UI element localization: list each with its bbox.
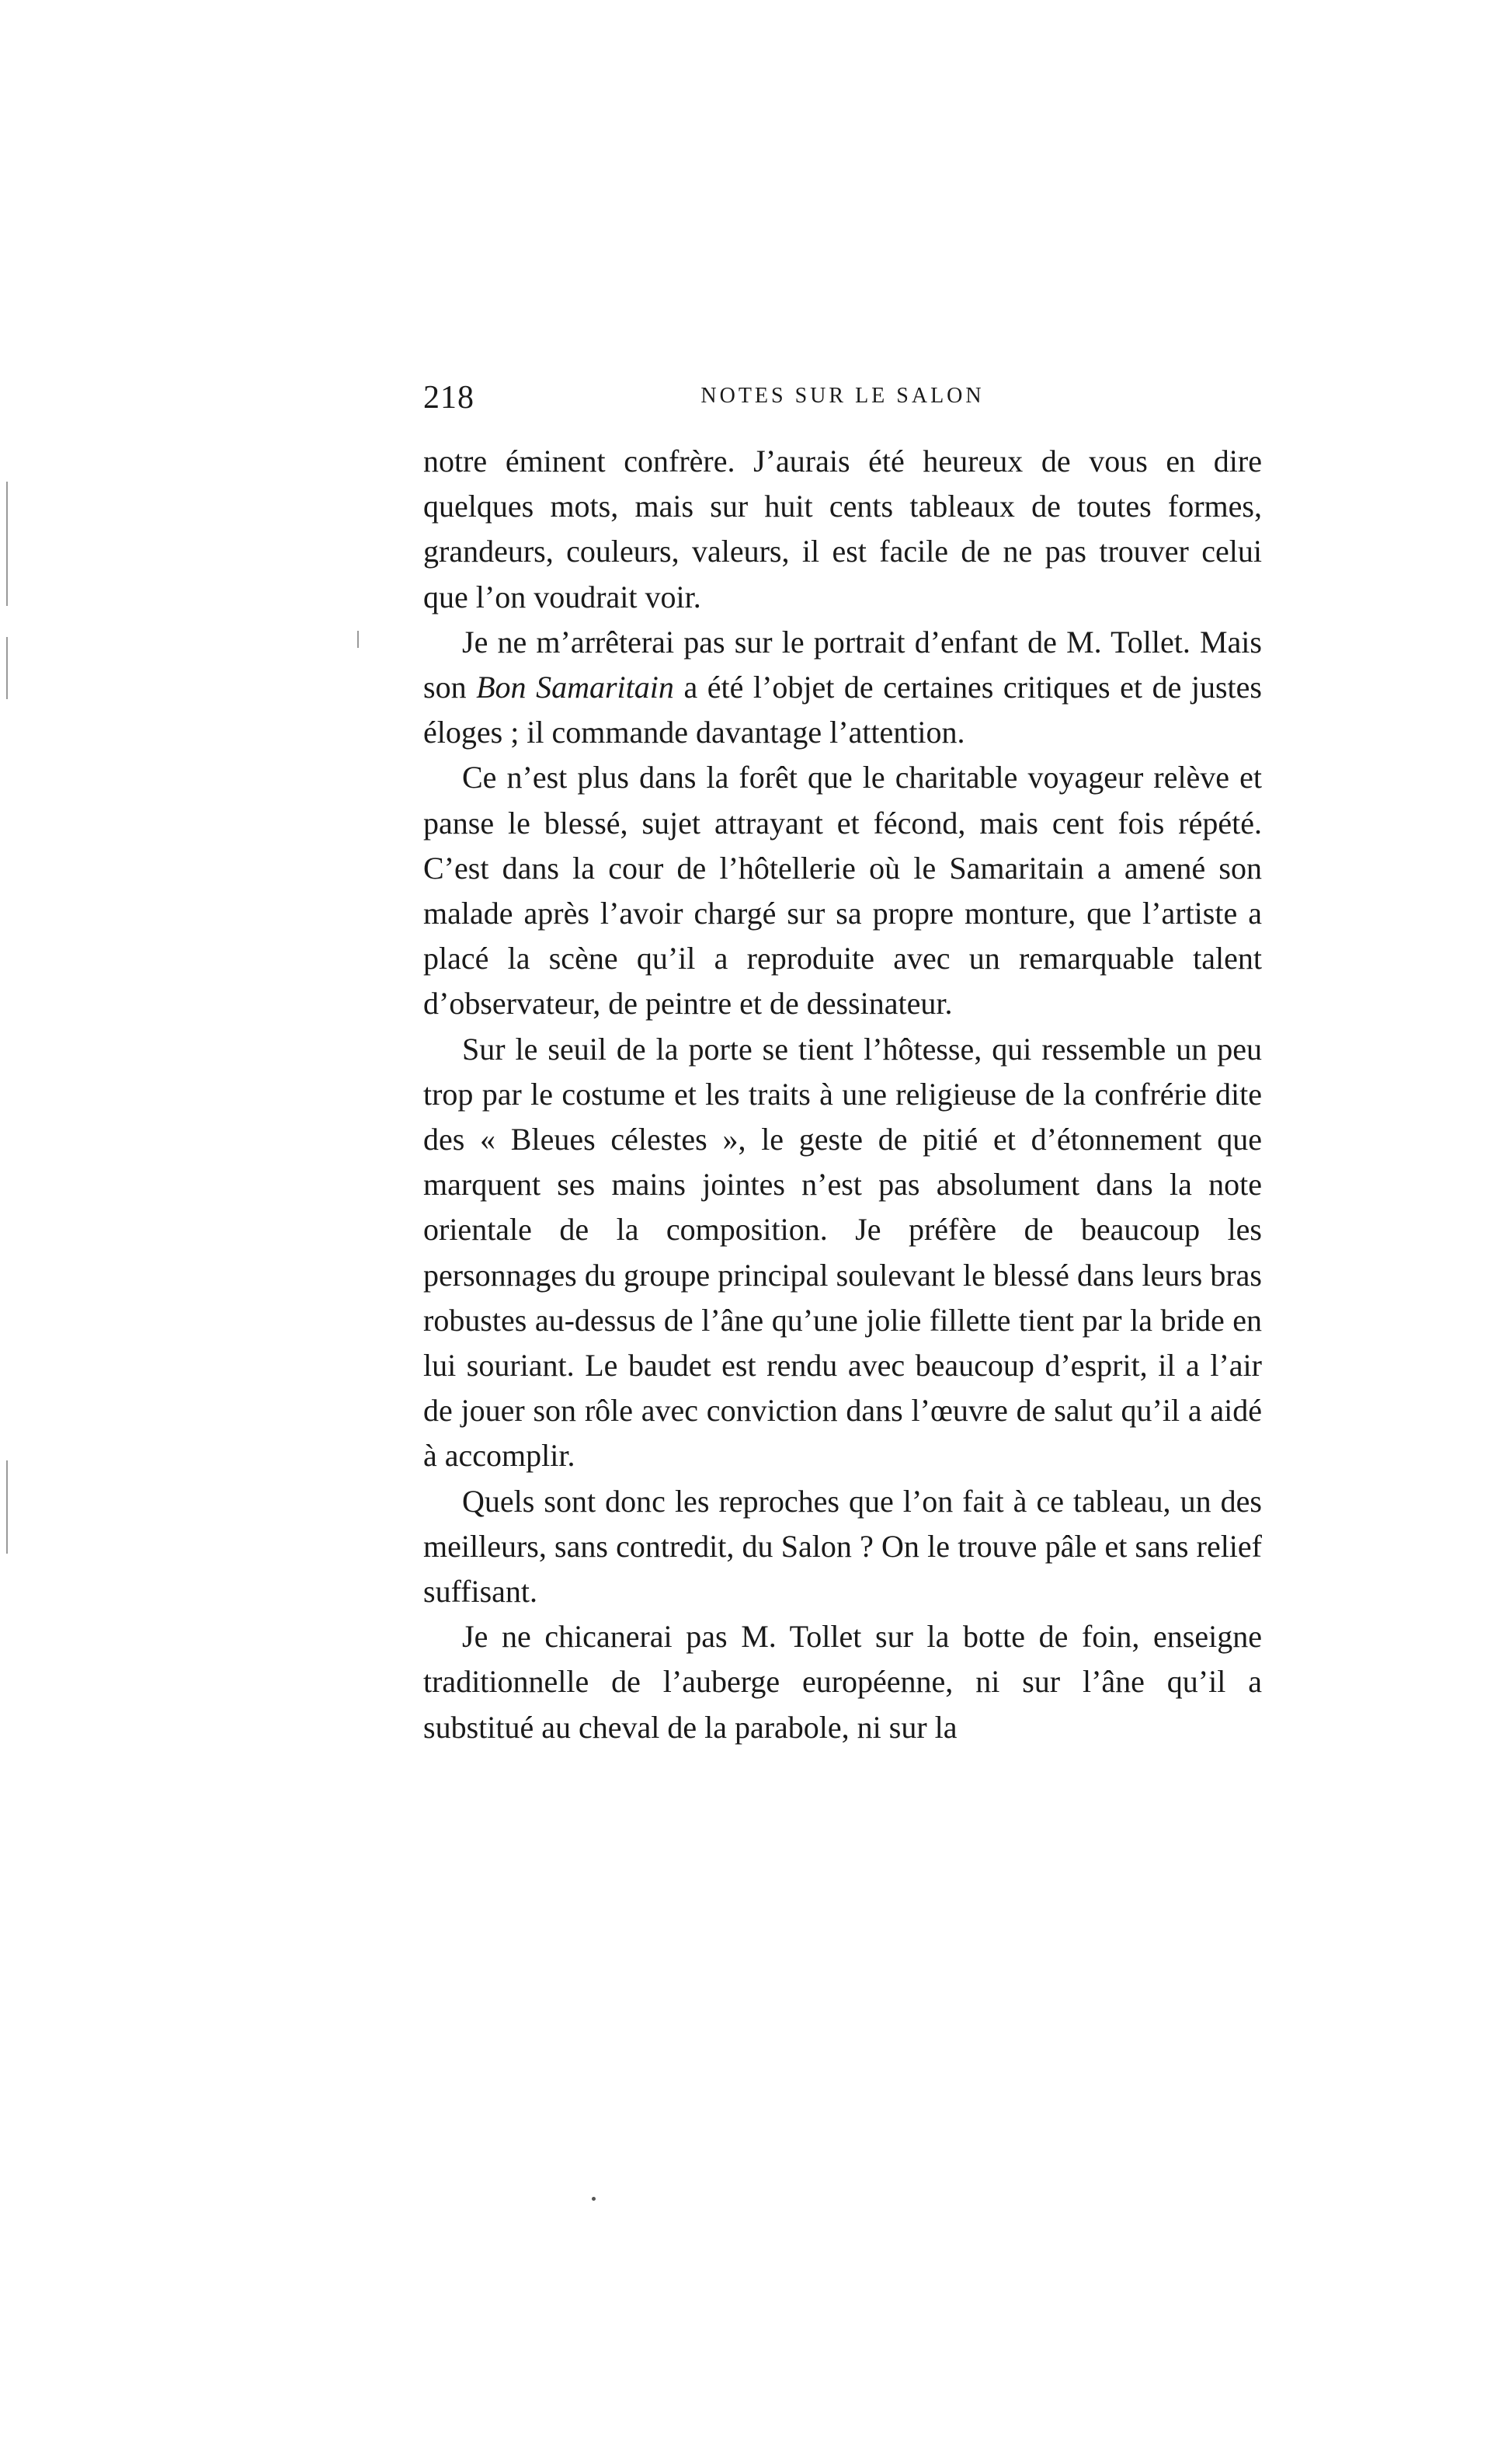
paragraph: Je ne chicanerai pas M. Tollet sur la botte de foin, enseigne traditionnelle de l’auberge européenne, ni sur l’âne qu’il a substitué au cheval de la parabole, ni sur la (423, 1619, 1262, 1745)
body-text (423, 439, 1262, 1750)
page-number: 218 (423, 380, 474, 416)
page-header (423, 379, 1262, 426)
scan-edge-mark (357, 631, 359, 648)
running-head: NOTES SUR LE SALON (700, 384, 985, 408)
paragraph-text: a été l’objet de certaines critiques et de justes éloges ; il commande davantage l’attention. (423, 670, 1262, 750)
artwork-title: Bon Samaritain (476, 670, 674, 705)
scan-speck (592, 2197, 596, 2201)
paragraph: Sur le seuil de la porte se tient l’hôtesse, qui ressemble un peu trop par le costume et les traits à une religieuse de la confrérie dite des « Bleues célestes », le geste de pitié et d’étonnement que marquent ses mains jointes n’est pas absolument dans la note orientale de la composition. Je préfère de beaucoup les personnages du groupe principal soulevant le blessé dans leurs bras robustes au-dessus de l’âne qu’une jolie fillette tient par la bride en lui souriant. Le baudet est rendu avec beaucoup d’esprit, il a l’air de jouer son rôle avec conviction dans l’œuvre de salut qu’il a aidé à accomplir. (423, 1031, 1262, 1474)
paragraph-text: Je ne m’arrêterai pas sur le portrait d’enfant de M. Tollet. Mais son (423, 624, 1262, 705)
paragraph: Quels sont donc les reproches que l’on fait à ce tableau, un des meilleurs, sans contredit, du Salon ? On le trouve pâle et sans relief suffisant. (423, 1483, 1262, 1610)
paragraph (423, 620, 1262, 756)
scan-edge-mark (6, 637, 8, 699)
paragraph: notre éminent confrère. J’aurais été heureux de vous en dire quelques mots, mais sur huit cents tableaux de toutes formes, grandeurs, couleurs, valeurs, il est facile de ne pas trouver celui que l’on voudrait voir. (423, 444, 1262, 614)
scan-edge-mark (6, 1460, 8, 1554)
paragraph: Ce n’est plus dans la forêt que le charitable voyageur relève et panse le blessé, sujet attrayant et fécond, mais cent fois répété. C’est dans la cour de l’hôtellerie où le Samaritain a amené son malade après l’avoir chargé sur sa propre monture, que l’artiste a placé la scène qu’il a reproduite avec un remarquable talent d’observateur, de peintre et de dessinateur. (423, 760, 1262, 1022)
scan-edge-mark (6, 482, 8, 606)
